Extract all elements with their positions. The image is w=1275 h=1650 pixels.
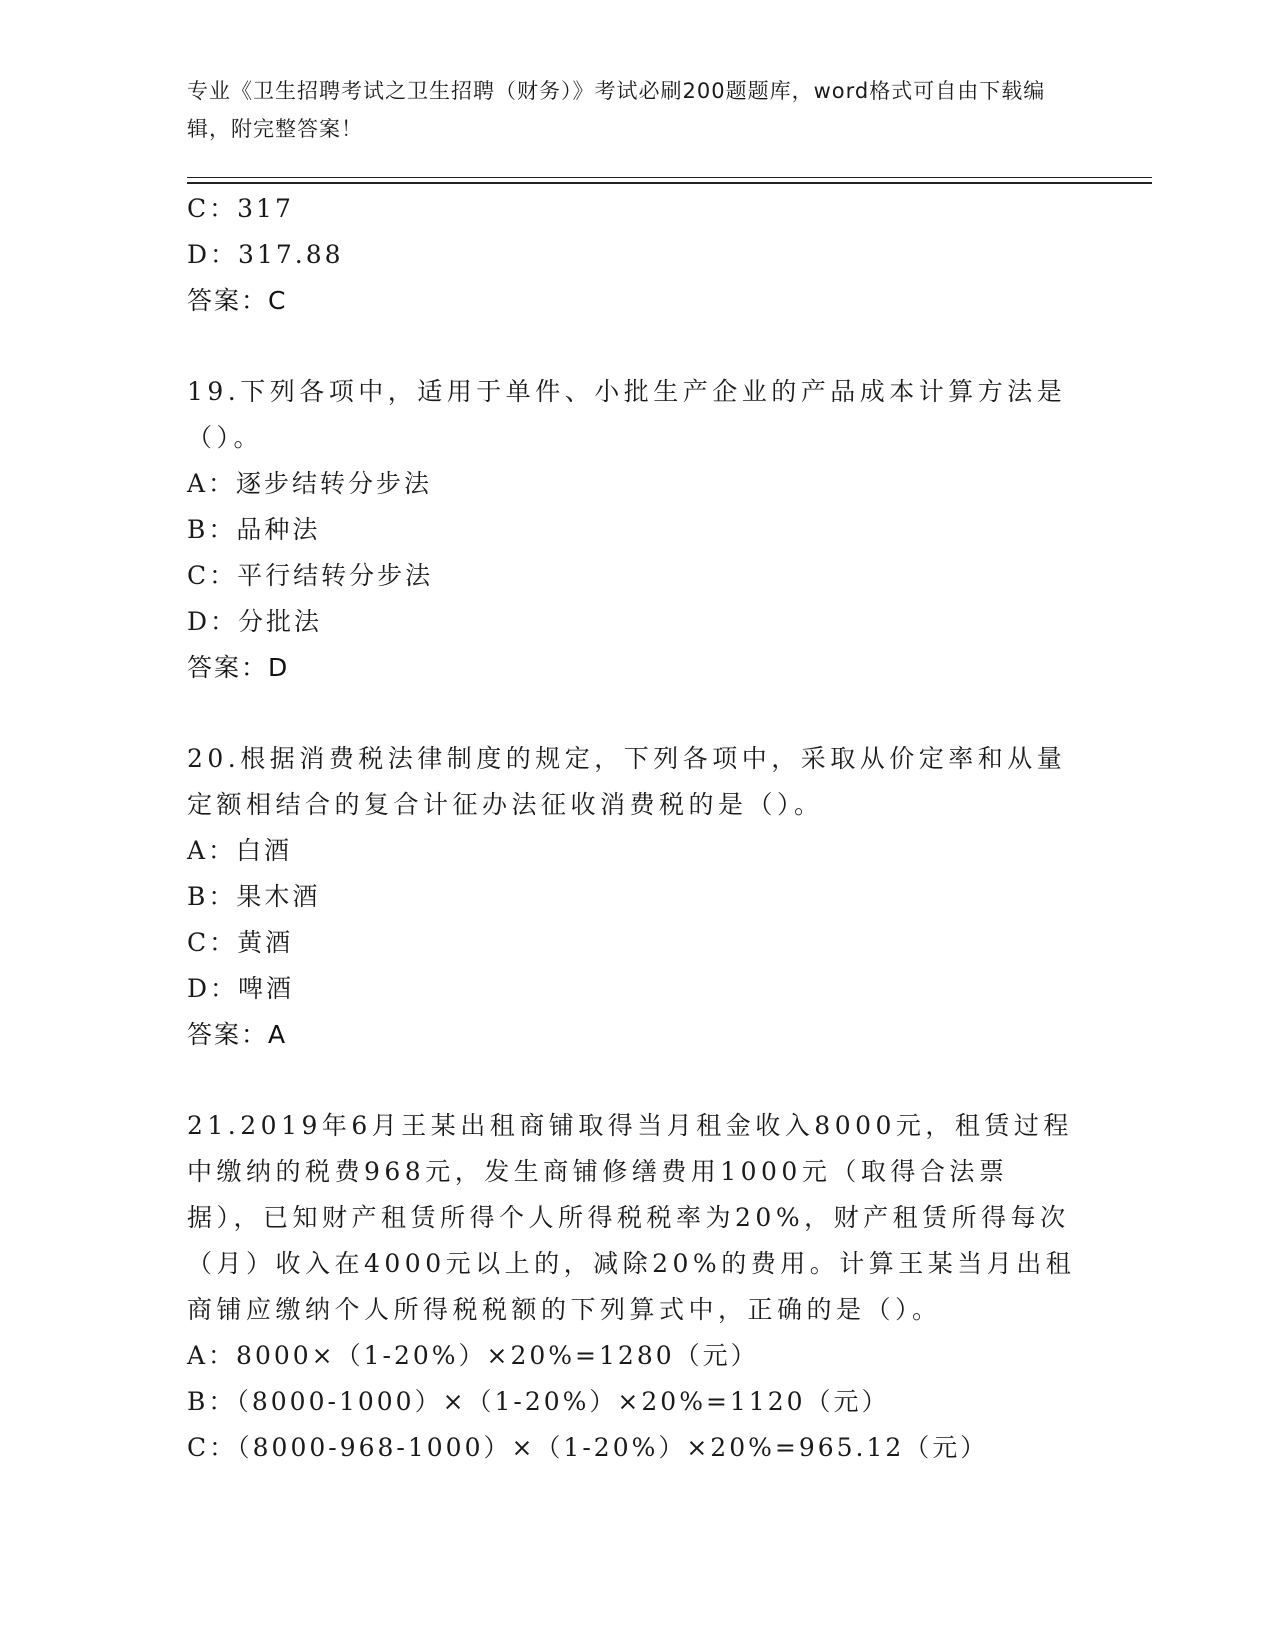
answer: 答案：C bbox=[187, 286, 288, 315]
question-stem: 21.2019年6月王某出租商铺取得当月租金收入8000元，租赁过程中缴纳的税费968元，发生商铺修缮费用1000元（取得合法票据），已知财产租赁所得个人所得税税率为20%，财产租赁所得每次（月）收入在4000元以上的，减除20%的费用。计算王某当月出租商铺应缴纳个人所得税税额的下列算式中，正确的是（）。 bbox=[187, 1111, 1076, 1324]
option-c: C：黄酒 bbox=[187, 928, 294, 957]
header-rule-thin bbox=[187, 177, 1152, 178]
option-b: B：（8000-1000）×（1-20%）×20%=1120（元） bbox=[187, 1387, 890, 1416]
answer: 答案：A bbox=[187, 1020, 288, 1049]
option-d: D：啤酒 bbox=[187, 974, 295, 1003]
question-21 bbox=[187, 1103, 1077, 1471]
option-c: C：317 bbox=[187, 194, 294, 223]
option-c: C：平行结转分步法 bbox=[187, 561, 434, 590]
question-18 bbox=[187, 186, 1077, 324]
option-d: D：分批法 bbox=[187, 607, 323, 636]
spacer bbox=[187, 691, 1077, 736]
option-c: C：（8000-968-1000）×（1-20%）×20%=965.12（元） bbox=[187, 1433, 989, 1462]
option-d: D：317.88 bbox=[187, 240, 344, 269]
question-stem: 19.下列各项中，适用于单件、小批生产企业的产品成本计算方法是（）。 bbox=[187, 377, 1067, 452]
option-b: B：果木酒 bbox=[187, 882, 321, 911]
option-b: B：品种法 bbox=[187, 515, 321, 544]
question-20 bbox=[187, 736, 1077, 1058]
question-content bbox=[187, 186, 1077, 1471]
spacer bbox=[187, 1058, 1077, 1103]
option-a: A：白酒 bbox=[187, 836, 293, 865]
option-a: A：逐步结转分步法 bbox=[187, 469, 433, 498]
option-a: A：8000×（1-20%）×20%=1280（元） bbox=[187, 1341, 759, 1370]
answer: 答案：D bbox=[187, 653, 290, 682]
spacer bbox=[187, 324, 1077, 369]
question-stem: 20.根据消费税法律制度的规定，下列各项中，采取从价定率和从量定额相结合的复合计征办法征收消费税的是（）。 bbox=[187, 744, 1067, 819]
document-header: 专业《卫生招聘考试之卫生招聘（财务）》考试必刷200题题库，word格式可自由下载编辑，附完整答案！ bbox=[187, 79, 1046, 141]
question-19 bbox=[187, 369, 1077, 691]
header-rule-thick bbox=[187, 182, 1152, 184]
